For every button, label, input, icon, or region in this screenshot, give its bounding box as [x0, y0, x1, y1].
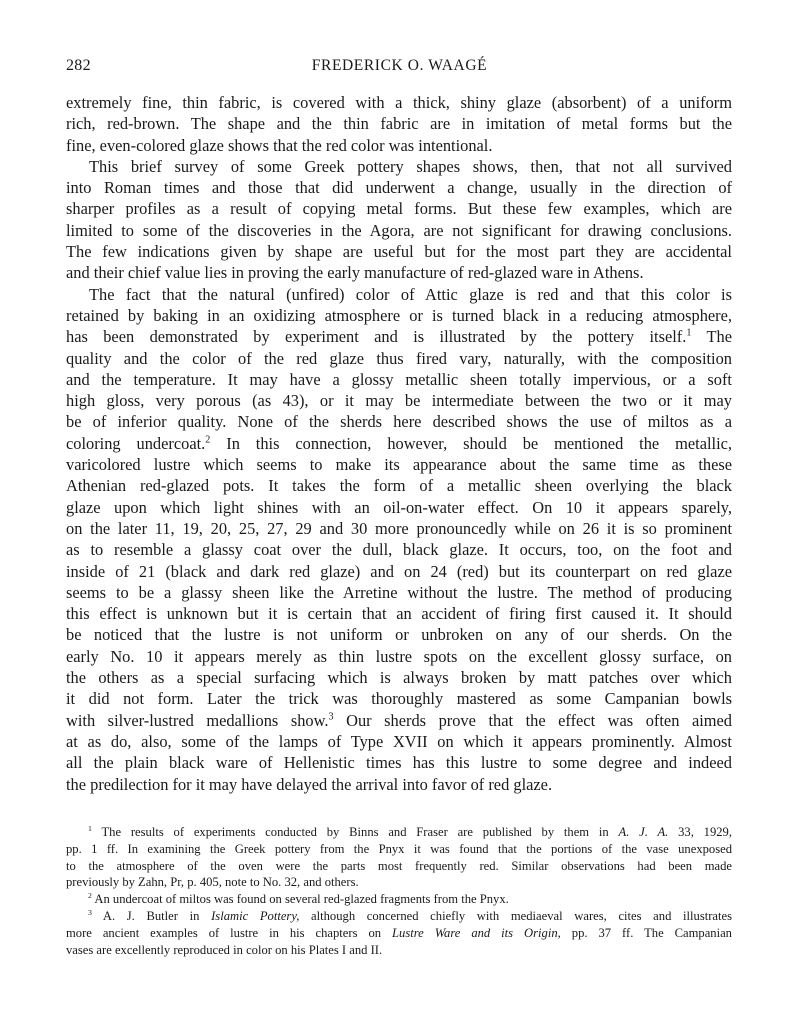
text-segment: with silver-lustred medallions show.: [66, 710, 329, 730]
text-segment: An undercoat of miltos was found on several red-glazed fragments from the Pnyx.: [94, 892, 509, 907]
footnote-mark-3: 3: [88, 907, 92, 917]
text-segment: has been demonstrated by experiment and is illustrated by the pottery itself.: [66, 327, 687, 347]
text-line: be of inferior quality. None of the sherds here described shows the use of miltos as a: [66, 412, 732, 432]
text-line: and the temperature. It may have a glossy metallic sheen totally impervious, or a soft: [66, 369, 732, 389]
footnote-ref-1[interactable]: 1: [686, 327, 692, 339]
text-line: and their chief value lies in proving the early manufacture of red-glazed ware in Athens.: [66, 263, 644, 283]
text-line: seems to be a glassy sheen like the Arretine without the lustre. The method of producing: [66, 582, 732, 602]
text-line: quality and the color of the red glaze thus fired vary, naturally, with the composition: [66, 348, 732, 368]
text-segment: although concerned chiefly with mediaeval wares, cites and illustrates: [311, 908, 732, 923]
text-line: at as do, also, some of the lamps of Type XVII on which it appears prominently. Almost: [66, 731, 732, 751]
text-line: rich, red-brown. The shape and the thin fabric are in imitation of metal forms but the: [66, 114, 732, 134]
text-line: high gloss, very porous (as 43), or it may be intermediate between the two or it may: [66, 391, 732, 411]
book-title: Islamic Pottery,: [211, 908, 300, 923]
text-line: sharper profiles as a result of copying metal forms. But these few examples, which are: [66, 199, 732, 219]
page-number: 282: [66, 57, 91, 74]
text-segment: pp. 37 ff. The Campanian: [571, 925, 732, 940]
text-line: on the later 11, 19, 20, 25, 27, 29 and 30 more pronouncedly while on 26 it is so prominent: [66, 518, 732, 538]
text-line: The few indications given by shape are useful but for the most part they are accidental: [66, 242, 732, 262]
journal-title: A. J. A.: [618, 825, 669, 839]
body-text: [66, 92, 732, 795]
footnote-3-line: vases are excellently reproduced in color on his Plates I and II.: [66, 942, 383, 957]
text-line: extremely fine, thin fabric, is covered with a thick, shiny glaze (absorbent) of a uniform: [66, 93, 732, 112]
text-line: [66, 710, 732, 731]
text-line: as to resemble a glassy coat over the dull, black glaze. It occurs, too, on the foot and: [66, 540, 732, 560]
text-line: limited to some of the discoveries in the Agora, are not significant for drawing conclusions.: [66, 220, 732, 240]
text-line: the others as a special surfacing which is always broken by matt patches over which: [66, 668, 732, 688]
footnote-mark-1: 1: [88, 824, 92, 833]
footnote-ref-3[interactable]: 3: [328, 711, 334, 723]
text-line: inside of 21 (black and dark red glaze) and on 24 (red) but its counterpart on red glaze: [66, 561, 732, 581]
text-line: [66, 326, 732, 347]
text-segment: more ancient examples of lustre in his chapters on: [66, 925, 382, 940]
footnote-1-line: [66, 824, 732, 841]
footnote-1-line: to the atmosphere of the oven were the parts most frequently red. Similar observations had been made: [66, 858, 732, 873]
text-line: fine, even-colored glaze shows that the red color was intentional.: [66, 135, 493, 155]
text-segment: A. J. Butler in: [102, 908, 200, 923]
text-segment: In this connection, however, should be mentioned the metallic,: [226, 433, 732, 453]
text-line: all the plain black ware of Hellenistic times has this lustre to some degree and indeed: [66, 753, 732, 773]
text-line: The fact that the natural (unfired) color of Attic glaze is red and that this color is: [89, 284, 732, 304]
footnote-1-line: pp. 1 ff. In examining the Greek pottery from the Pnyx it was found that the portions of the vase unexposed: [66, 841, 732, 856]
footnote-3-line: [66, 925, 732, 942]
text-line: early No. 10 it appears merely as thin lustre spots on the excellent glossy surface, on: [66, 646, 732, 666]
text-segment: coloring undercoat.: [66, 433, 206, 453]
footnote-2-line: [66, 891, 732, 908]
footnote-ref-2[interactable]: 2: [205, 434, 211, 446]
footnote-1-line: previously by Zahn, Pr, p. 405, note to No. 32, and others.: [66, 875, 359, 890]
text-line: into Roman times and those that did underwent a change, usually in the direction of: [66, 178, 732, 198]
text-segment: The: [706, 327, 732, 347]
text-segment: 33, 1929,: [678, 825, 732, 839]
text-line: This brief survey of some Greek pottery shapes shows, then, that not all survived: [89, 156, 732, 176]
text-line: the predilection for it may have delayed the arrival into favor of red glaze.: [66, 774, 553, 794]
running-head: FREDERICK O. WAAGÉ: [311, 57, 488, 74]
text-line: retained by baking in an oxidizing atmosphere or is turned black in a reducing atmosphere,: [66, 305, 732, 325]
text-line: it did not form. Later the trick was thoroughly mastered as some Campanian bowls: [66, 689, 732, 709]
text-line: be noticed that the lustre is not uniform or unbroken on any of our sherds. On the: [66, 625, 732, 645]
footnotes: [66, 824, 732, 958]
text-line: [66, 433, 732, 454]
text-line: varicolored lustre which seems to make its appearance about the same time as these: [66, 455, 732, 475]
chapter-title: Lustre Ware and its Origin,: [392, 925, 561, 940]
text-line: Athenian red-glazed pots. It takes the form of a metallic sheen overlying the black: [66, 476, 732, 496]
footnote-mark-2: 2: [88, 891, 92, 900]
text-line: glaze upon which light shines with an oil-on-water effect. On 10 it appears sparely,: [66, 497, 732, 517]
text-segment: The results of experiments conducted by Binns and Fraser are published by them in: [101, 825, 609, 839]
footnote-3-line: [66, 908, 732, 925]
text-segment: Our sherds prove that the effect was often aimed: [346, 710, 732, 730]
text-line: this effect is unknown but it is certain that an accident of firing first caused it. It should: [66, 604, 732, 624]
